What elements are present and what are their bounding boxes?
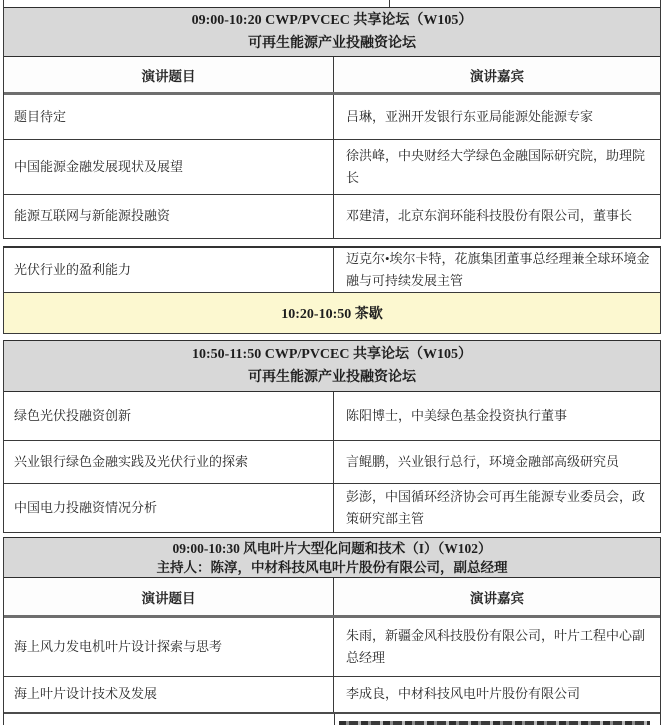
session-header-1 [4, 7, 660, 57]
column-header-topic: 演讲题目 [4, 578, 334, 615]
clipped-cell [4, 714, 335, 725]
topic-cell: 绿色光伏投融资创新 [4, 392, 334, 440]
clipped-row-top [4, 0, 660, 7]
table-spacer [0, 239, 664, 246]
session-table-2 [3, 246, 661, 334]
session-table-1 [3, 0, 661, 239]
session-table-4 [3, 537, 661, 725]
speaker-cell: 朱雨，新疆金风科技股份有限公司，叶片工程中心副总经理 [346, 627, 646, 665]
topic-cell: 题目待定 [4, 95, 334, 139]
table-row [4, 441, 660, 484]
column-header-speaker: 演讲嘉宾 [470, 68, 524, 84]
topic-cell: 海上叶片设计技术及发展 [4, 677, 334, 712]
speaker-cell: 李成良，中材科技风电叶片股份有限公司 [346, 686, 581, 702]
speaker-cell: 迈克尔•埃尔卡特，花旗集团董事总经理兼全球环境金融与可持续发展主管 [346, 250, 650, 288]
topic-cell: 中国电力投融资情况分析 [4, 484, 334, 532]
table-row [4, 195, 660, 239]
table-row [4, 392, 660, 441]
topic-cell: 兴业银行绿色金融实践及光伏行业的探索 [4, 441, 334, 483]
speaker-cell: 徐洪峰，中央财经大学绿色金融国际研究院，助理院长 [346, 147, 646, 185]
session-subtitle: 主持人：陈淳，中材科技风电叶片股份有限公司，副总经理 [156, 559, 508, 575]
column-header-row [4, 578, 660, 618]
tea-break-row [4, 293, 660, 334]
speaker-cell: 言鲲鹏，兴业银行总行，环境金融部高级研究员 [346, 453, 620, 469]
table-row [4, 95, 660, 140]
column-header-topic: 演讲题目 [4, 57, 334, 92]
clipped-text-fragment [339, 721, 650, 725]
clipped-cell [4, 0, 390, 7]
table-row [4, 140, 660, 195]
session-subtitle: 可再生能源产业投融资论坛 [248, 370, 416, 385]
session-time-title: 09:00-10:20 CWP/PVCEC 共享论坛（W105） [191, 13, 473, 28]
session-subtitle: 可再生能源产业投融资论坛 [248, 36, 416, 51]
session-header-2 [4, 340, 660, 392]
topic-cell: 能源互联网与新能源投融资 [4, 195, 334, 238]
session-table-3 [3, 340, 661, 533]
column-header-row [4, 57, 660, 95]
speaker-cell: 陈阳博士，中美绿色基金投资执行董事 [346, 407, 568, 423]
speaker-cell: 彭澎，中国循环经济协会可再生能源专业委员会，政策研究部主管 [346, 488, 646, 526]
clipped-cell [335, 714, 660, 725]
topic-cell: 海上风力发电机叶片设计探索与思考 [4, 618, 334, 676]
topic-cell: 中国能源金融发展现状及展望 [4, 140, 334, 194]
table-row [4, 484, 660, 533]
tea-break-label: 10:20-10:50 茶歇 [281, 307, 383, 322]
table-row [4, 618, 660, 677]
topic-cell: 光伏行业的盈利能力 [4, 248, 334, 292]
speaker-cell: 邓建清，北京东润环能科技股份有限公司，董事长 [346, 208, 633, 224]
clipped-row-bottom [4, 712, 660, 725]
table-row [4, 248, 660, 293]
session-header-3 [4, 537, 660, 578]
clipped-cell [390, 0, 660, 7]
speaker-cell: 吕琳，亚洲开发银行东亚局能源处能源专家 [346, 108, 594, 124]
session-time-title: 10:50-11:50 CWP/PVCEC 共享论坛（W105） [192, 347, 472, 362]
session-time-title: 09:00-10:30 风电叶片大型化问题和技术（I）（W102） [172, 540, 492, 556]
table-row [4, 677, 660, 712]
column-header-speaker: 演讲嘉宾 [470, 590, 524, 606]
